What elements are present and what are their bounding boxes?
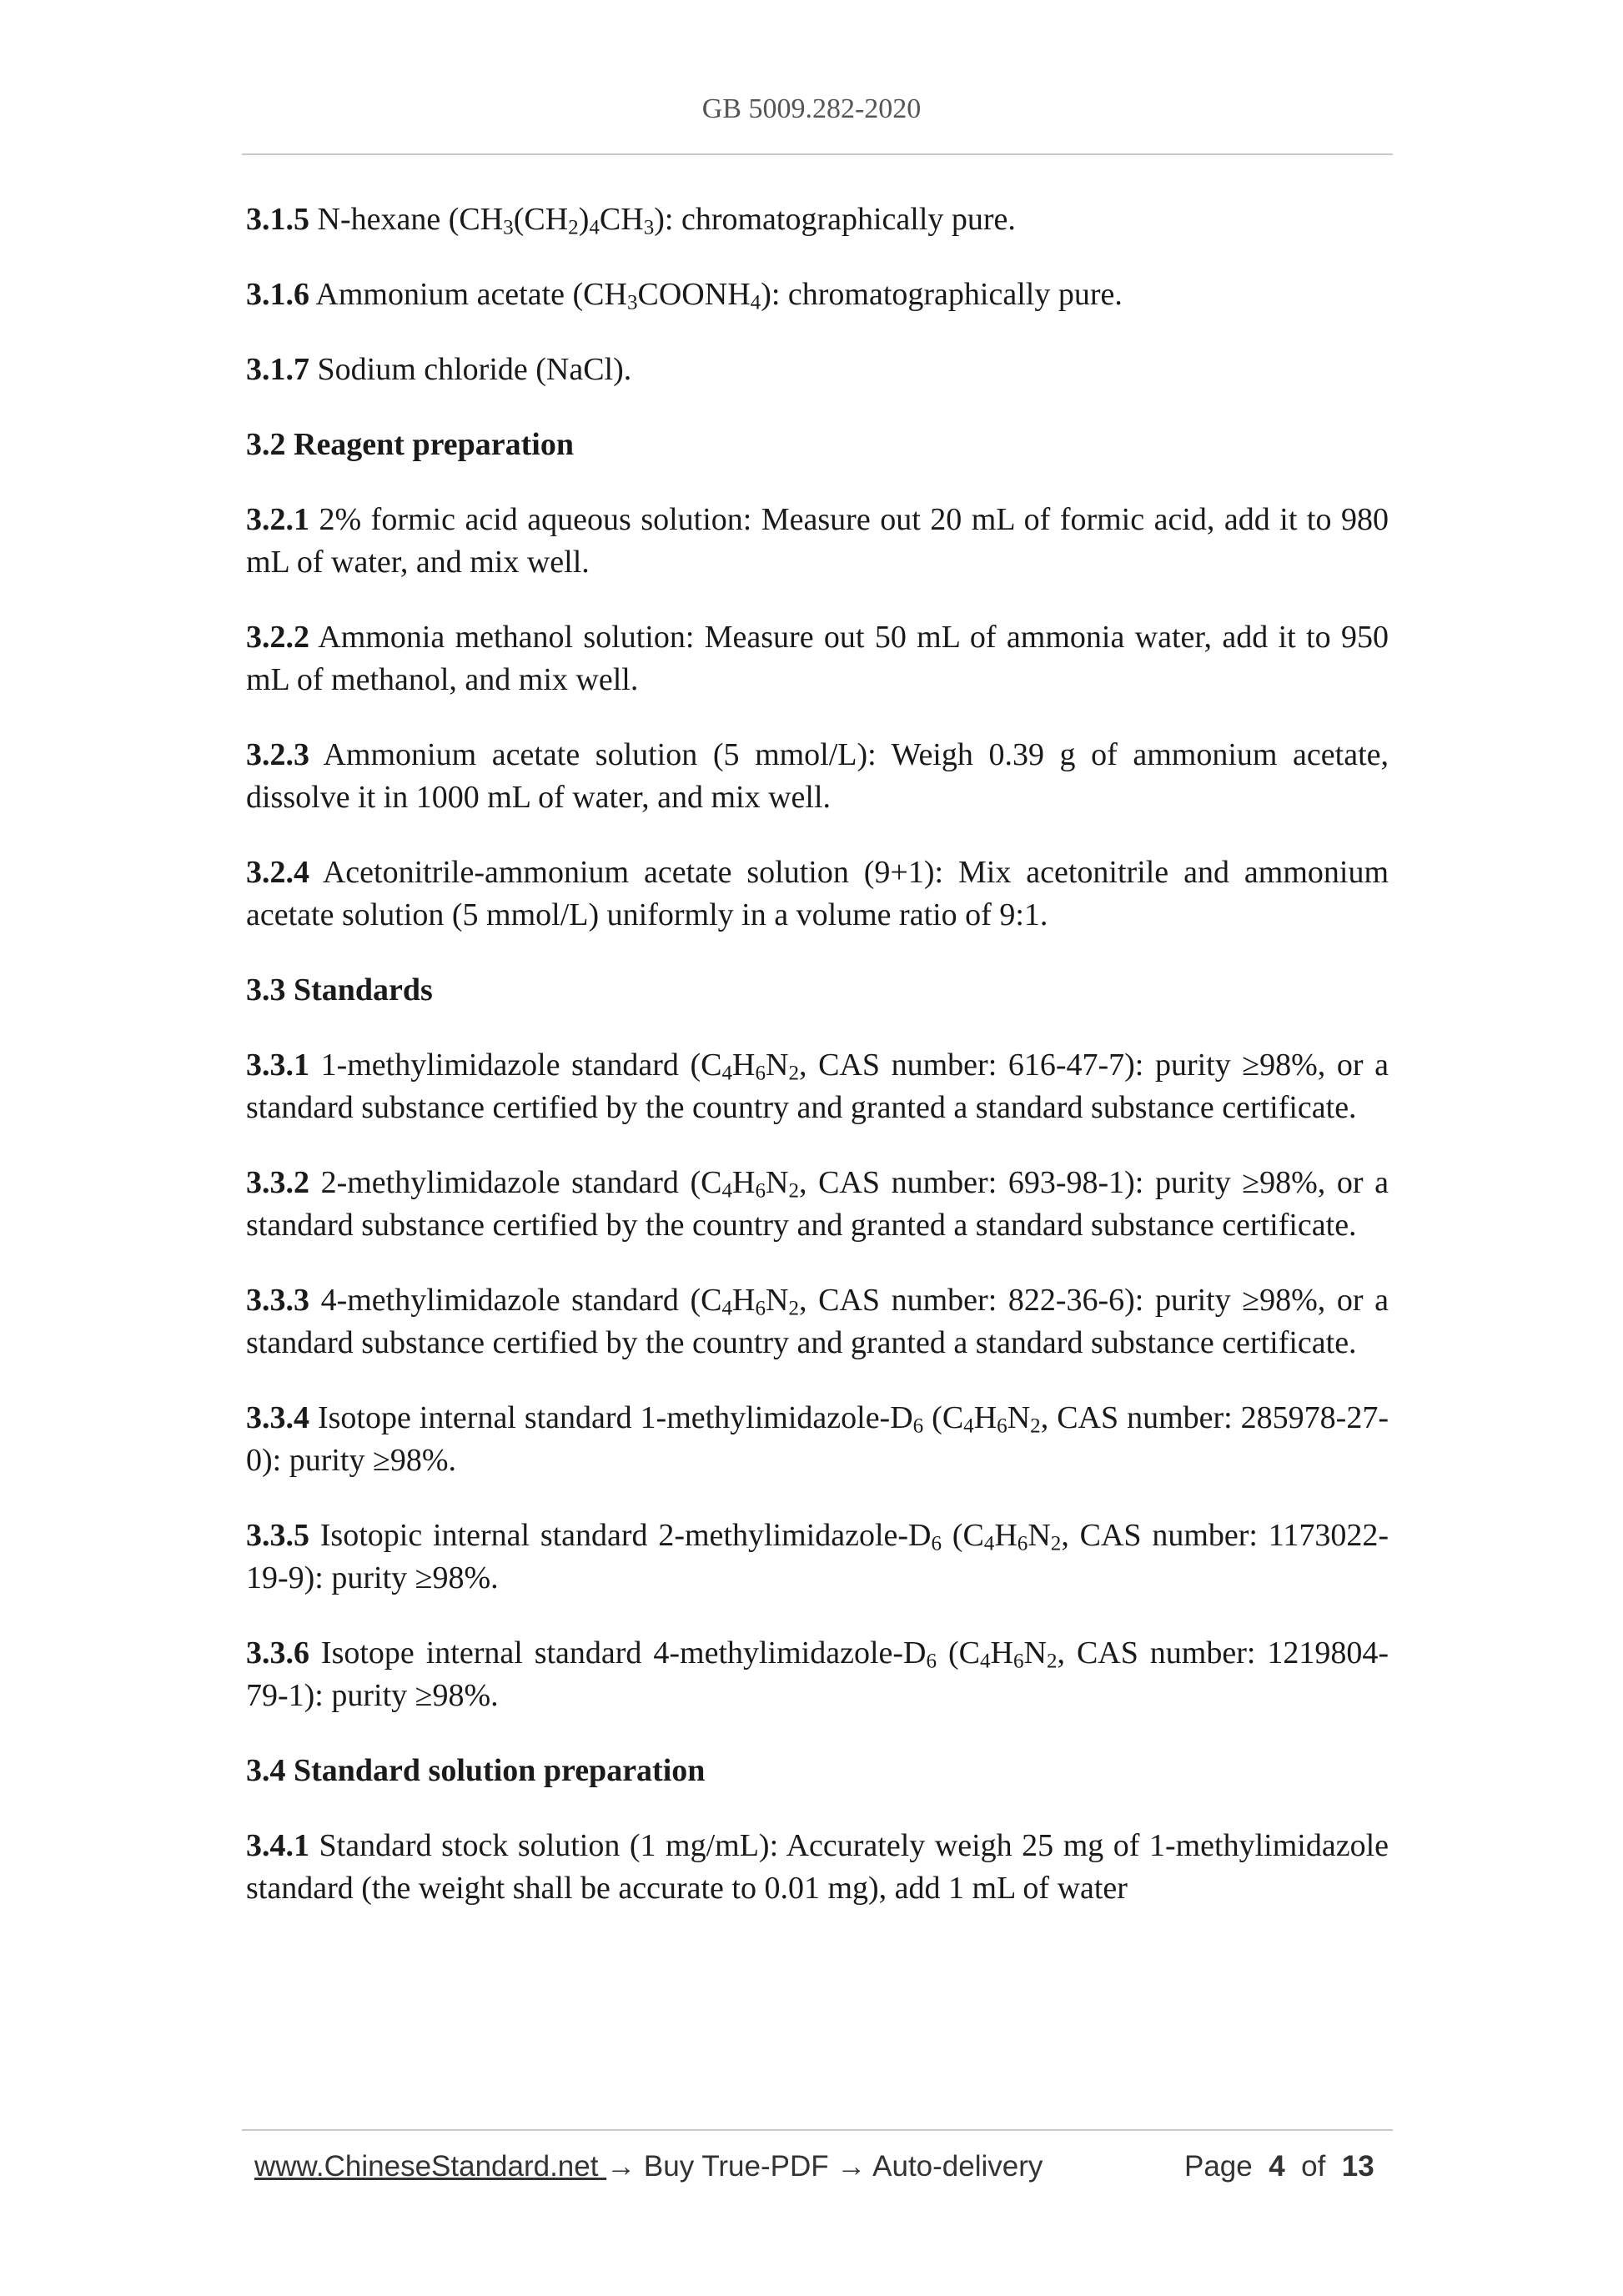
clause-text: Isotope internal standard 4-methylimidazole-D (309, 1635, 927, 1671)
clause-number: 3.2.4 (246, 855, 309, 890)
clause-text: 2-methylimidazole standard (C (309, 1165, 722, 1200)
clause-text: ): chromatographically pure. (761, 277, 1123, 312)
clause-paragraph (246, 1044, 1389, 1129)
clause-text: , CAS number: 616-47-7): purity ≥98%, or a standard substance certified by the country and granted a standard substance certificate. (246, 1048, 1389, 1125)
subscript: 3 (643, 216, 655, 239)
clause-number: 3.1.7 (246, 352, 309, 387)
subscript: 4 (721, 1062, 733, 1085)
clause-text: N-hexane (CH (309, 202, 504, 237)
section-heading-text: 3.2 Reagent preparation (246, 427, 574, 462)
clause-text: Isotope internal standard 1-methylimidazole-D (309, 1400, 913, 1435)
subscript: 4 (963, 1414, 974, 1438)
page-label: Page (1184, 2150, 1253, 2183)
clause-number: 3.2.1 (246, 502, 309, 537)
page-indicator (1184, 2150, 1374, 2183)
subscript: 6 (912, 1414, 924, 1438)
clause-text: (C (942, 1518, 984, 1553)
clause-paragraph (246, 1279, 1389, 1364)
clause-text: Standard stock solution (1 mg/mL): Accurately weigh 25 mg of 1-methylimidazole standard (the weight shall be accurate to 0.01 mg), add 1 mL of water (246, 1828, 1389, 1906)
clause-paragraph (246, 1397, 1389, 1482)
section-heading-text: 3.4 Standard solution preparation (246, 1753, 706, 1788)
clause-text: Isotopic internal standard 2-methylimidazole-D (309, 1518, 932, 1553)
arrow-icon: → (606, 2150, 636, 2183)
subscript: 6 (1017, 1532, 1028, 1555)
clause-text: Ammonium acetate solution (5 mmol/L): Weigh 0.39 g of ammonium acetate, dissolve it in 1000 mL of water, and mix well. (246, 737, 1389, 815)
clause-text: H (990, 1635, 1013, 1671)
document-body (246, 198, 1389, 1942)
section-heading (246, 969, 1389, 1012)
subscript: 4 (979, 1650, 991, 1673)
subscript: 2 (1030, 1414, 1041, 1438)
clause-text: 2% formic acid aqueous solution: Measure out 20 mL of formic acid, add it to 980 mL of water, and mix well. (246, 502, 1389, 580)
clause-text: (C (923, 1400, 964, 1435)
clause-text: H (732, 1283, 756, 1318)
subscript: 6 (926, 1650, 937, 1673)
clause-text: Sodium chloride (NaCl). (309, 352, 632, 387)
subscript: 2 (788, 1179, 800, 1203)
section-heading (246, 1750, 1389, 1792)
section-heading-text: 3.3 Standards (246, 972, 433, 1007)
subscript: 3 (503, 216, 514, 239)
clause-text: H (732, 1048, 756, 1083)
clause-paragraph (246, 1825, 1389, 1910)
subscript: 6 (1012, 1650, 1024, 1673)
subscript: 3 (626, 291, 638, 314)
clause-text: N (1007, 1400, 1031, 1435)
arrow-icon: → (837, 2150, 867, 2183)
clause-text: Ammonia methanol solution: Measure out 50 mL of ammonia water, add it to 950 mL of methanol, and mix well. (246, 620, 1389, 697)
clause-number: 3.2.2 (246, 620, 309, 655)
page-of-label: of (1301, 2150, 1326, 2183)
section-heading (246, 424, 1389, 466)
clause-paragraph (246, 1162, 1389, 1247)
auto-delivery-text: Auto-delivery (866, 2150, 1043, 2183)
subscript: 2 (788, 1062, 800, 1085)
site-link[interactable]: www.ChineseStandard.net (254, 2150, 607, 2183)
document-id-header: GB 5009.282-2020 (701, 93, 922, 124)
clause-text: H (973, 1400, 997, 1435)
clause-number: 3.3.1 (246, 1048, 309, 1083)
clause-number: 3.4.1 (246, 1828, 309, 1863)
subscript: 2 (568, 216, 579, 239)
clause-text: , CAS number: 285978-27-0): purity ≥98%. (246, 1400, 1389, 1478)
clause-number: 3.1.6 (246, 277, 309, 312)
clause-text: N (766, 1283, 789, 1318)
subscript: 6 (997, 1414, 1007, 1438)
buy-pdf-text: Buy True-PDF (636, 2150, 837, 2183)
clause-text: COONH (637, 277, 751, 312)
clause-number: 3.2.3 (246, 737, 309, 772)
subscript: 4 (721, 1179, 733, 1203)
page-current: 4 (1269, 2150, 1285, 2183)
clause-text: (C (937, 1635, 980, 1671)
subscript: 2 (1046, 1650, 1058, 1673)
clause-text: CH (599, 202, 644, 237)
subscript: 6 (755, 1062, 766, 1085)
clause-text: , CAS number: 1173022-19-9): purity ≥98%. (246, 1518, 1389, 1595)
clause-paragraph (246, 1515, 1389, 1600)
clause-text: N (766, 1048, 789, 1083)
clause-text: N (1023, 1635, 1047, 1671)
clause-paragraph (246, 1632, 1389, 1717)
clause-text: , CAS number: 822-36-6): purity ≥98%, or a standard substance certified by the country and granted a standard substance certificate. (246, 1283, 1389, 1360)
clause-text: , CAS number: 693-98-1): purity ≥98%, or a standard substance certified by the country and granted a standard substance certificate. (246, 1165, 1389, 1243)
clause-number: 3.3.5 (246, 1518, 309, 1553)
clause-number: 3.3.6 (246, 1635, 309, 1671)
clause-number: 3.3.2 (246, 1165, 309, 1200)
clause-number: 3.1.5 (246, 202, 309, 237)
clause-number: 3.3.3 (246, 1283, 309, 1318)
clause-text: , CAS number: 1219804-79-1): purity ≥98%. (246, 1635, 1389, 1713)
subscript: 4 (589, 216, 600, 239)
clause-paragraph (246, 734, 1389, 819)
page-total: 13 (1341, 2150, 1374, 2183)
clause-number: 3.3.4 (246, 1400, 309, 1435)
subscript: 6 (755, 1179, 766, 1203)
clause-text: N (766, 1165, 789, 1200)
clause-paragraph (246, 349, 1389, 391)
subscript: 4 (750, 291, 761, 314)
subscript: 6 (931, 1532, 942, 1555)
clause-text: (CH (513, 202, 569, 237)
footer-divider (242, 2129, 1393, 2131)
clause-text: N (1028, 1518, 1051, 1553)
clause-paragraph (246, 274, 1389, 316)
clause-paragraph (246, 616, 1389, 701)
clause-paragraph (246, 499, 1389, 584)
clause-paragraph (246, 198, 1389, 241)
subscript: 2 (1050, 1532, 1062, 1555)
subscript: 6 (755, 1297, 766, 1320)
clause-text: H (994, 1518, 1018, 1553)
clause-text: ) (578, 202, 590, 237)
clause-text: 4-methylimidazole standard (C (309, 1283, 722, 1318)
clause-text: ): chromatographically pure. (654, 202, 1016, 237)
header-divider (242, 153, 1393, 155)
footer-promo (254, 2150, 1043, 2183)
clause-paragraph (246, 852, 1389, 937)
subscript: 4 (721, 1297, 733, 1320)
subscript: 2 (788, 1297, 800, 1320)
clause-text: Acetonitrile-ammonium acetate solution (9+1): Mix acetonitrile and ammonium acetate solution (5 mmol/L) uniformly in a volume ratio of 9:1. (246, 855, 1389, 932)
clause-text: 1-methylimidazole standard (C (309, 1048, 722, 1083)
clause-text: H (732, 1165, 756, 1200)
clause-text: Ammonium acetate (CH (309, 277, 627, 312)
subscript: 4 (983, 1532, 995, 1555)
